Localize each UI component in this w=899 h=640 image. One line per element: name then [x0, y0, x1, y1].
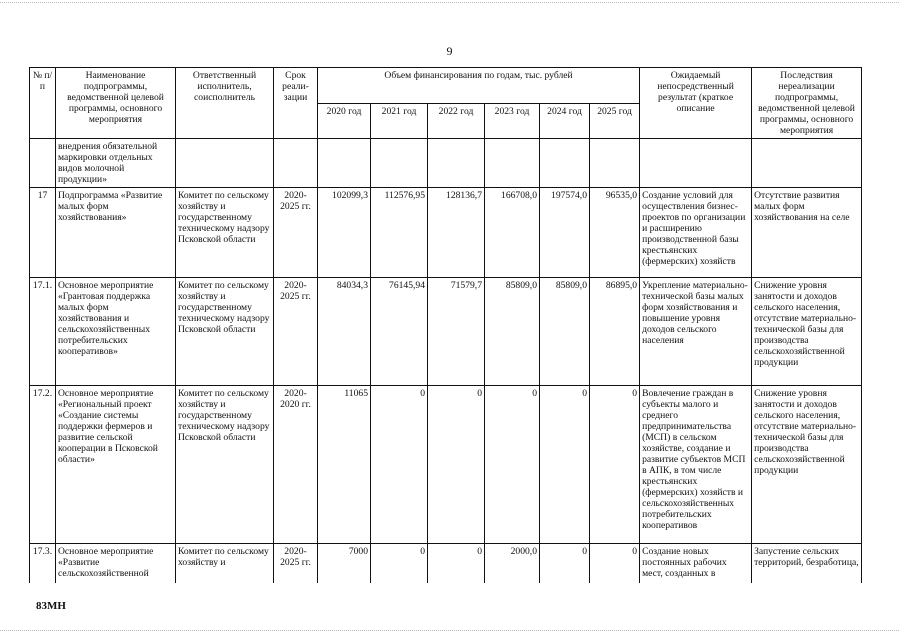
- table-row: [30, 544, 862, 584]
- row-responsible: Комитет по сельскому хозяйству и государственному техническому надзору Псковской области: [176, 386, 274, 544]
- row-no: 17.2.: [30, 386, 56, 544]
- row-result: Создание новых постоянных рабочих мест, созданных в: [640, 544, 752, 584]
- row-value-2021: 76145,94: [371, 278, 428, 386]
- row-value-2024: 0: [540, 386, 590, 544]
- table-row: [30, 386, 862, 544]
- row-value-2022: 0: [428, 386, 485, 544]
- row-value-2021: 0: [371, 544, 428, 584]
- header-consequences: Последствия нереализации подпрограммы, ведомственной целевой программы, основного мероприятия: [752, 68, 862, 139]
- row-no: 17.1.: [30, 278, 56, 386]
- bottom-scan-rule: [0, 630, 899, 631]
- row-value-2021: 0: [371, 386, 428, 544]
- header-year-2021: 2021 год: [371, 103, 428, 139]
- row-value-2025: 0: [590, 544, 640, 584]
- row-result: Укрепление материально-технической базы малых форм хозяйствования и повышение уровня доходов сельского населения: [640, 278, 752, 386]
- financing-table: [29, 67, 862, 583]
- row-value-2025: 86895,0: [590, 278, 640, 386]
- header-row-1: [30, 68, 862, 104]
- row-period: 2020-2020 гг.: [274, 386, 318, 544]
- row-value-2025: 96535,0: [590, 188, 640, 278]
- row-name: Основное мероприятие «Развитие сельскохозяйственной: [56, 544, 176, 584]
- row-value-2024: 197574,0: [540, 188, 590, 278]
- row-value-2021: 112576,95: [371, 188, 428, 278]
- row-period: [274, 139, 318, 188]
- row-value-2024: 0: [540, 544, 590, 584]
- row-name: Подпрограмма «Развитие малых форм хозяйствования»: [56, 188, 176, 278]
- row-value-2022: 0: [428, 544, 485, 584]
- row-period: 2020-2025 гг.: [274, 544, 318, 584]
- row-consequences: Снижение уровня занятости и доходов сельского населения, отсутствие материально-технической базы для производства сельскохозяйственной продукции: [752, 278, 862, 386]
- row-value-2020: [318, 139, 371, 188]
- row-responsible: Комитет по сельскому хозяйству и государственному техническому надзору Псковской области: [176, 278, 274, 386]
- row-value-2023: 2000,0: [485, 544, 540, 584]
- header-result: Ожидаемый непосредственный результат (краткое описание: [640, 68, 752, 139]
- row-responsible: [176, 139, 274, 188]
- row-responsible: Комитет по сельскому хозяйству и государственному техническому надзору Псковской области: [176, 188, 274, 278]
- header-year-2023: 2023 год: [485, 103, 540, 139]
- row-value-2020: 7000: [318, 544, 371, 584]
- row-consequences: Снижение уровня занятости и доходов сельского населения, отсутствие материально-технической базы для производства сельскохозяйственной продукции: [752, 386, 862, 544]
- row-value-2023: [485, 139, 540, 188]
- row-name: Основное мероприятие «Региональный проект «Создание системы поддержки фермеров и развитие сельской кооперации в Псковской области»: [56, 386, 176, 544]
- header-period: Срок реали-зации: [274, 68, 318, 139]
- header-year-2022: 2022 год: [428, 103, 485, 139]
- row-result: [640, 139, 752, 188]
- row-consequences: Запустение сельских территорий, безработица,: [752, 544, 862, 584]
- row-value-2023: 0: [485, 386, 540, 544]
- row-period: 2020-2025 гг.: [274, 278, 318, 386]
- header-responsible: Ответственный исполнитель, соисполнитель: [176, 68, 274, 139]
- row-no: 17.3.: [30, 544, 56, 584]
- row-value-2025: 0: [590, 386, 640, 544]
- header-year-2020: 2020 год: [318, 103, 371, 139]
- row-consequences: Отсутствие развития малых форм хозяйствования на селе: [752, 188, 862, 278]
- row-responsible: Комитет по сельскому хозяйству и: [176, 544, 274, 584]
- row-value-2022: [428, 139, 485, 188]
- row-name: внедрения обязательной маркировки отдельных видов молочной продукции»: [56, 139, 176, 188]
- row-value-2022: 71579,7: [428, 278, 485, 386]
- header-no: № п/п: [30, 68, 56, 139]
- page-number: 9: [446, 44, 453, 58]
- header-financing-group: Объем финансирования по годам, тыс. рублей: [318, 68, 640, 104]
- row-consequences: [752, 139, 862, 188]
- row-result: Вовлечение граждан в субъекты малого и среднего предпринимательства (МСП) в сельском хозяйстве, создание и развитие субъектов МСП в АПК, в том числе крестьянских (фермерских) хозяйств и сельскохозяйственных потребительских кооперативов: [640, 386, 752, 544]
- row-no: 17: [30, 188, 56, 278]
- table-row: [30, 278, 862, 386]
- row-value-2023: 166708,0: [485, 188, 540, 278]
- row-value-2020: 102099,3: [318, 188, 371, 278]
- row-result: Создание условий для осуществления бизнес-проектов по организации и расширению производственной базы крестьянских (фермерских) хозяйств: [640, 188, 752, 278]
- table-row: [30, 188, 862, 278]
- document-code: 83МН: [36, 600, 66, 612]
- row-value-2020: 84034,3: [318, 278, 371, 386]
- row-no: [30, 139, 56, 188]
- row-period: 2020-2025 гг.: [274, 188, 318, 278]
- row-value-2021: [371, 139, 428, 188]
- header-year-2025: 2025 год: [590, 103, 640, 139]
- row-value-2024: [540, 139, 590, 188]
- header-name: Наименование подпрограммы, ведомственной целевой программы, основного мероприятия: [56, 68, 176, 139]
- row-value-2023: 85809,0: [485, 278, 540, 386]
- table-row: [30, 139, 862, 188]
- row-value-2025: [590, 139, 640, 188]
- row-name: Основное мероприятие «Грантовая поддержка малых форм хозяйствования и сельскохозяйственных потребительских кооперативов»: [56, 278, 176, 386]
- header-year-2024: 2024 год: [540, 103, 590, 139]
- row-value-2022: 128136,7: [428, 188, 485, 278]
- row-value-2020: 11065: [318, 386, 371, 544]
- row-value-2024: 85809,0: [540, 278, 590, 386]
